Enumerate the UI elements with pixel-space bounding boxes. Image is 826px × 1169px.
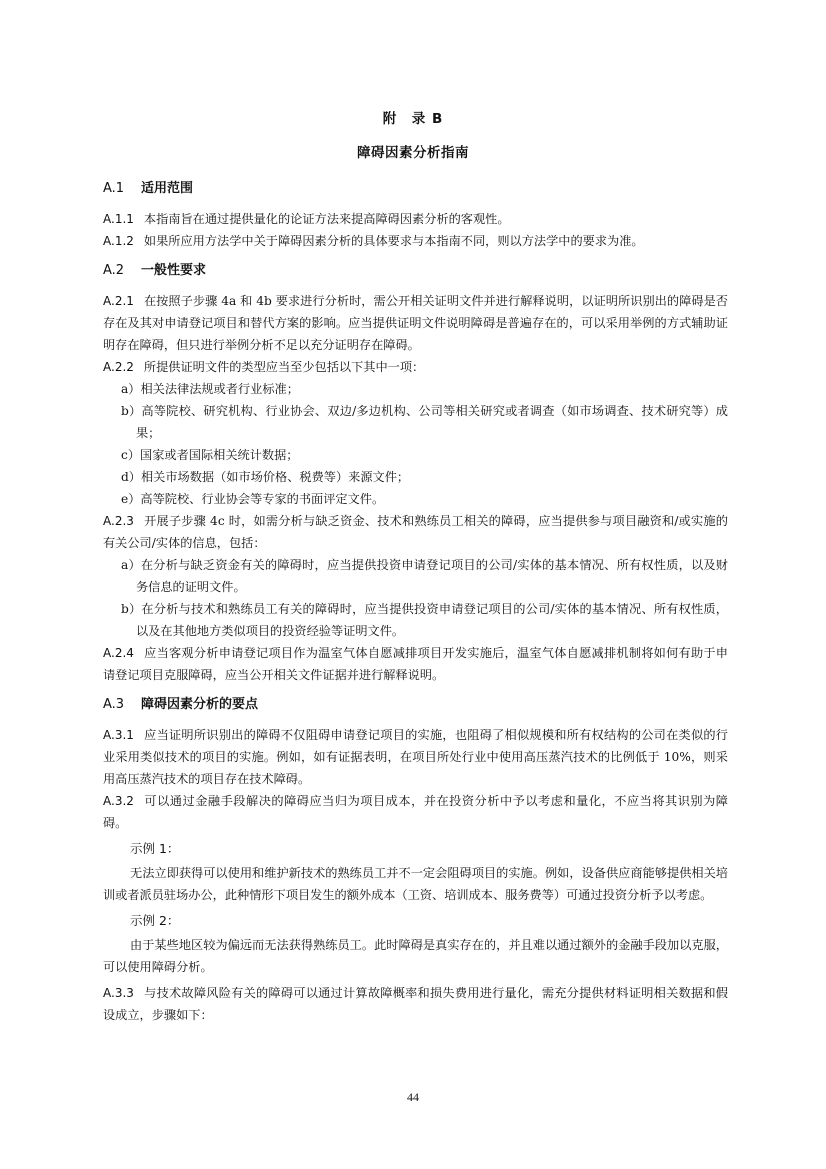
clause-number: A.3.3	[103, 986, 134, 1000]
clause-a3-2	[103, 790, 728, 834]
clause-number: A.2.3	[103, 514, 134, 528]
clause-a2-4	[103, 642, 728, 686]
clause-number: A.3.2	[103, 794, 134, 808]
clause-number: A.1.1	[103, 212, 134, 226]
clause-text: 如果所应用方法学中关于障碍因素分析的具体要求与本指南不同，则以方法学中的要求为准。	[143, 234, 644, 248]
clause-number: A.2.1	[103, 294, 134, 308]
clause-text: 与技术故障风险有关的障碍可以通过计算故障概率和损失费用进行量化，需充分提供材料证明相关数据和假设成立，步骤如下：	[103, 986, 728, 1022]
section-number: A.3	[103, 697, 125, 712]
clause-text: 开展子步骤 4c 时，如需分析与缺乏资金、技术和熟练员工相关的障碍，应当提供参与项目融资和/或实施的有关公司/实体的信息，包括：	[103, 514, 728, 550]
clause-number: A.2.4	[103, 646, 134, 660]
list-item: d）相关市场数据（如市场价格、税费等）来源文件；	[121, 470, 410, 484]
list-item: c）国家或者国际相关统计数据；	[121, 448, 299, 462]
example-2-label: 示例 2：	[130, 913, 180, 928]
page-number: 44	[407, 1090, 419, 1104]
example-1-label: 示例 1：	[130, 841, 180, 856]
clause-a1-2	[103, 230, 728, 252]
list-item: a）相关法律法规或者行业标准；	[121, 382, 299, 396]
section-title: 障碍因素分析的要点	[141, 697, 259, 712]
clause-a3-1	[103, 724, 728, 790]
clause-number: A.2.2	[103, 360, 134, 374]
clause-number: A.3.1	[103, 728, 134, 742]
section-heading-a2	[103, 260, 728, 282]
clause-text: 在按照子步骤 4a 和 4b 要求进行分析时，需公开相关证明文件并进行解释说明，以证明所识别出的障碍是否存在及其对申请登记项目和替代方案的影响。应当提供证明文件说明障碍是普遍存在的，可以采用举例的方式辅助证明存在障碍，但只进行举例分析不足以充分证明存在障碍。	[103, 294, 728, 352]
document-body	[103, 178, 728, 1026]
section-title: 一般性要求	[141, 263, 207, 278]
clause-a2-2	[103, 356, 728, 378]
clause-text: 所提供证明文件的类型应当至少包括以下其中一项：	[143, 360, 425, 374]
clause-text: 本指南旨在通过提供量化的论证方法来提高障碍因素分析的客观性。	[143, 212, 510, 226]
clause-number: A.1.2	[103, 234, 134, 248]
section-number: A.1	[103, 181, 125, 196]
example-1-text: 无法立即获得可以使用和维护新技术的熟练员工并不一定会阻碍项目的实施。例如，设备供应商能够提供相关培训或者派员驻场办公，此种情形下项目发生的额外成本（工资、培训成本、服务费等）可通过投资分析予以考虑。	[103, 866, 728, 902]
appendix-title: 障碍因素分析指南	[357, 145, 469, 161]
list-item: b）在分析与技术和熟练员工有关的障碍时，应当提供投资申请登记项目的公司/实体的基本情况、所有权性质，以及在其他地方类似项目的投资经验等证明文件。	[121, 602, 728, 638]
clause-a1-1	[103, 208, 728, 230]
list-item: b）高等院校、研究机构、行业协会、双边/多边机构、公司等相关研究或者调查（如市场调查、技术研究等）成果；	[121, 404, 728, 440]
section-number: A.2	[103, 263, 125, 278]
section-title: 适用范围	[141, 181, 194, 196]
clause-a2-1	[103, 290, 728, 356]
clause-text: 可以通过金融手段解决的障碍应当归为项目成本，并在投资分析中予以考虑和量化，不应当将其识别为障碍。	[103, 794, 728, 830]
appendix-label: 附 录 B	[382, 111, 444, 127]
clause-text: 应当证明所识别出的障碍不仅阻碍申请登记项目的实施，也阻碍了相似规模和所有权结构的公司在类似的行业采用类似技术的项目的实施。例如，如有证据表明，在项目所处行业中使用高压蒸汽技术的比例低于 10%，则采用高压蒸汽技术的项目存在技术障碍。	[103, 728, 728, 786]
list-item: e）高等院校、行业协会等专家的书面评定文件。	[121, 492, 385, 506]
section-heading-a3	[103, 694, 728, 716]
list-item: a）在分析与缺乏资金有关的障碍时，应当提供投资申请登记项目的公司/实体的基本情况、所有权性质，以及财务信息的证明文件。	[121, 558, 728, 594]
clause-a3-3	[103, 982, 728, 1026]
clause-a2-3	[103, 510, 728, 554]
example-2-text: 由于某些地区较为偏远而无法获得熟练员工。此时障碍是真实存在的，并且难以通过额外的金融手段加以克服，可以使用障碍分析。	[103, 938, 728, 974]
section-heading-a1	[103, 178, 728, 200]
clause-text: 应当客观分析申请登记项目作为温室气体自愿减排项目开发实施后，温室气体自愿减排机制将如何有助于申请登记项目克服障碍，应当公开相关文件证据并进行解释说明。	[103, 646, 728, 682]
